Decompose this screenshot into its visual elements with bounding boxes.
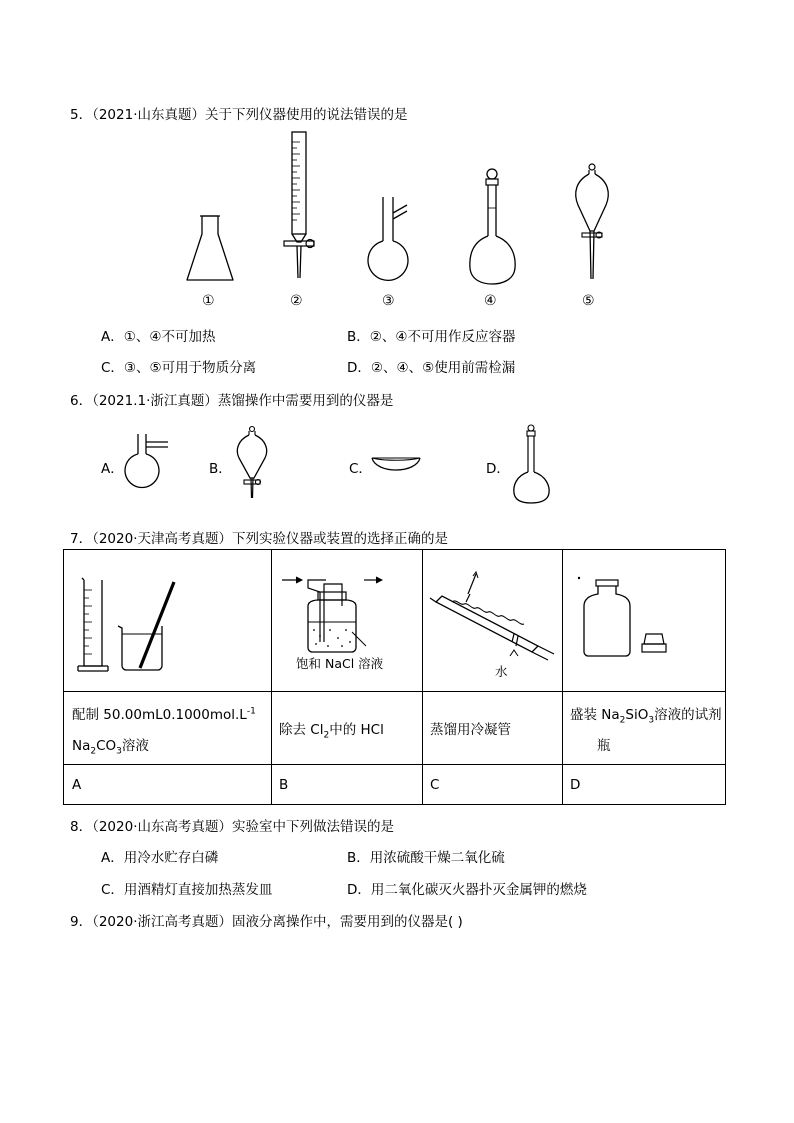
distilling-flask-icon [124, 432, 174, 500]
q7-b-image-label: 饱和 NaCl 溶液 [296, 656, 384, 671]
q7-d-description: 盛装 $Na_2SiO_3$溶液的试剂 [570, 707, 722, 726]
q7-a-description: 配制 $50.00mL0.1000mol.L^{-1}$ [72, 706, 256, 723]
q8-option-d: D．用二氧化碳灭火器扑灭金属钾的燃烧 [347, 882, 587, 898]
q8-stem: 8．（2020·山东高考真题）实验室中下列做法错误的是 [70, 819, 394, 835]
separatory-funnel-icon [232, 426, 272, 502]
apparatus-label-5: ⑤ [582, 293, 595, 309]
q7-stem: 7．（2020·天津高考真题）下列实验仪器或装置的选择正确的是 [70, 531, 448, 547]
graduated-cylinder-icon [76, 578, 112, 674]
conical-flask-icon [185, 212, 235, 284]
q8-option-c: C．用酒精灯直接加热蒸发皿 [101, 882, 273, 898]
q7-c-image-label: 水 [495, 664, 508, 679]
gas-washing-bottle-icon [280, 572, 410, 656]
q7-d-description-line2: 瓶 [597, 738, 611, 754]
burette-icon [280, 130, 320, 285]
q7-b-description: 除去 $Cl_2$中的 HCl [279, 722, 384, 741]
q5-option-c: C．③、⑤可用于物质分离 [101, 360, 257, 376]
reagent-bottle-icon [576, 572, 696, 662]
q7-c-description: 蒸馏用冷凝管 [430, 722, 511, 738]
q6-option-c: C． [349, 461, 372, 477]
distilling-flask-icon [365, 195, 415, 287]
q5-option-d: D．②、④、⑤使用前需检漏 [347, 360, 516, 376]
q5-stem: 5．（2021·山东真题）关于下列仪器使用的说法错误的是 [70, 107, 408, 123]
apparatus-label-2: ② [290, 293, 303, 309]
volumetric-flask-icon [510, 424, 554, 506]
q7-letter-c: C [430, 777, 440, 793]
q7-table [63, 549, 726, 805]
q7-letter-a: A [72, 777, 82, 793]
q8-option-b: B．用浓硫酸干燥二氧化硫 [347, 850, 505, 866]
q6-option-d: D． [486, 461, 510, 477]
q9-stem: 9．（2020·浙江高考真题）固液分离操作中，需要用到的仪器是( ) [70, 914, 463, 930]
separatory-funnel-icon [572, 163, 612, 285]
beaker-with-glass-rod-icon [116, 580, 188, 672]
apparatus-label-4: ④ [484, 293, 497, 309]
q6-option-b: B． [209, 461, 232, 477]
condenser-icon [430, 568, 558, 668]
q5-option-b: B．②、④不可用作反应容器 [347, 329, 516, 345]
q7-letter-d: D [570, 777, 581, 793]
apparatus-label-3: ③ [382, 293, 395, 309]
q8-option-a: A．用冷水贮存白磷 [101, 850, 219, 866]
q7-letter-b: B [279, 777, 289, 793]
q6-stem: 6．（2021.1·浙江真题）蒸馏操作中需要用到的仪器是 [70, 393, 394, 409]
q7-a-description-line2: $Na_2CO_3$溶液 [72, 738, 149, 757]
apparatus-label-1: ① [202, 293, 215, 309]
volumetric-flask-icon [468, 168, 518, 288]
evaporating-dish-icon [370, 454, 422, 476]
q6-option-a: A． [101, 461, 124, 477]
q5-option-a: A．①、④不可加热 [101, 329, 216, 345]
